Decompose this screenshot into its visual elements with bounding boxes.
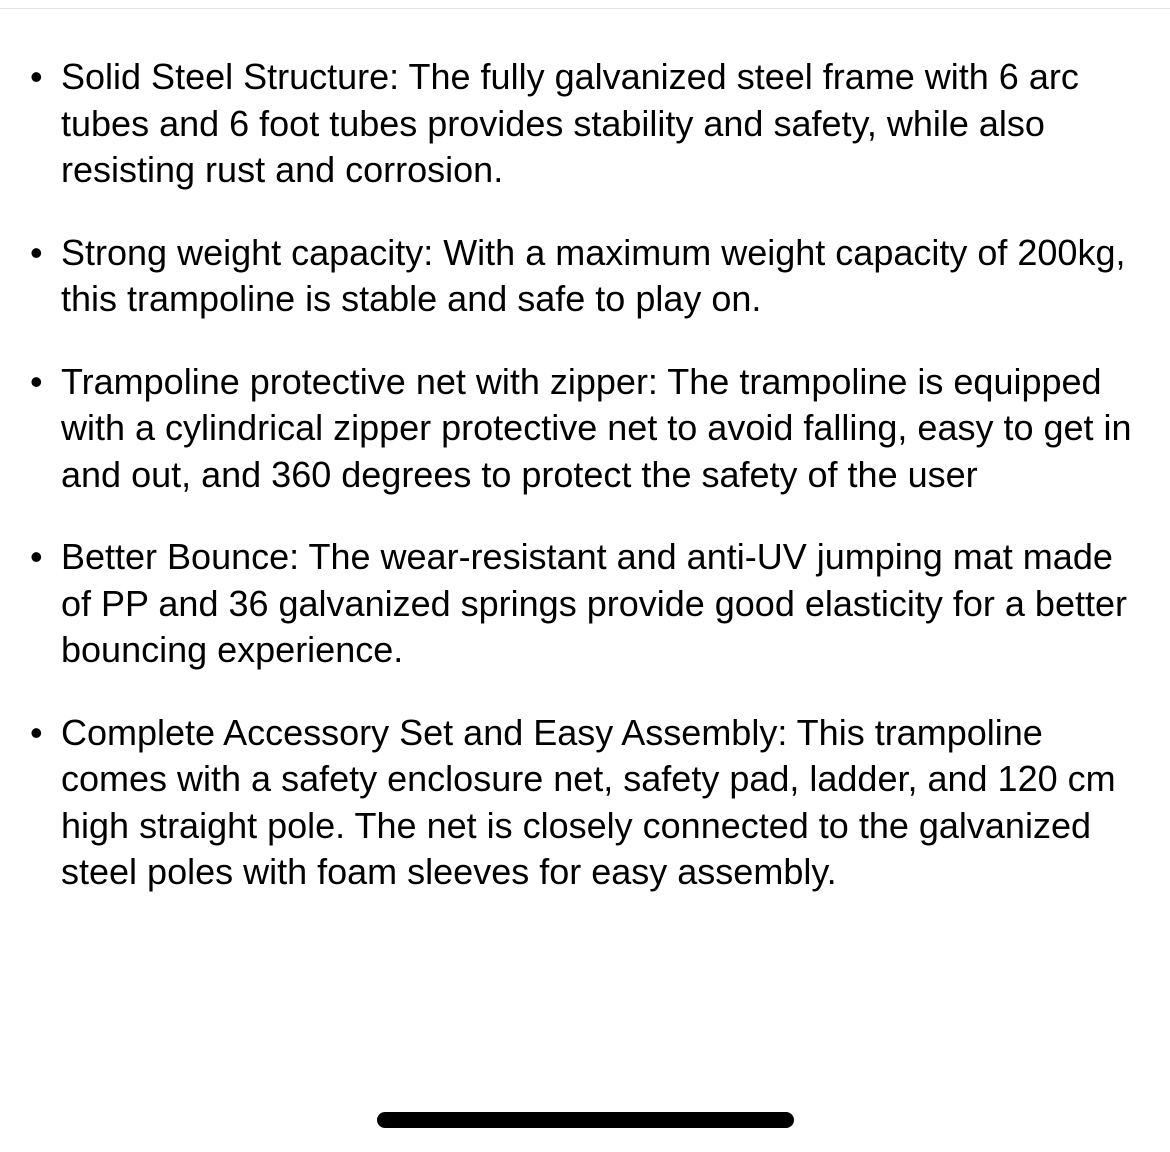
bullet-icon: •	[30, 231, 43, 273]
feature-text: Solid Steel Structure: The fully galvanized steel frame with 6 arc tubes and 6 foot tubes provides stability and safety, while also resisting rust and corrosion.	[61, 56, 1079, 190]
feature-item-weight-capacity	[30, 230, 1140, 323]
bullet-icon: •	[30, 711, 43, 753]
feature-item-accessory-set	[30, 710, 1140, 896]
feature-item-steel-structure	[30, 54, 1140, 194]
bullet-icon: •	[30, 360, 43, 402]
feature-text: Trampoline protective net with zipper: The trampoline is equipped with a cylindrical zipper protective net to avoid falling, easy to get in and out, and 360 degrees to protect the safety of the user	[61, 360, 1132, 495]
bullet-icon: •	[30, 56, 43, 97]
home-indicator[interactable]	[377, 1112, 794, 1128]
feature-text: Better Bounce: The wear-resistant and anti-UV jumping mat made of PP and 36 galvanized springs provide good elasticity for a better bouncing experience.	[61, 536, 1127, 670]
feature-bullet-list	[30, 54, 1140, 932]
bullet-icon: •	[30, 536, 43, 577]
feature-item-protective-net	[30, 359, 1140, 499]
top-divider	[0, 8, 1170, 9]
feature-text: Strong weight capacity: With a maximum weight capacity of 200kg, this trampoline is stable and safe to play on.	[61, 231, 1126, 319]
feature-item-better-bounce	[30, 534, 1140, 674]
feature-text: Complete Accessory Set and Easy Assembly: This trampoline comes with a safety enclosure net, safety pad, ladder, and 120 cm high straight pole. The net is closely connected to the galvanized steel poles with foam sleeves for easy assembly.	[61, 711, 1116, 892]
